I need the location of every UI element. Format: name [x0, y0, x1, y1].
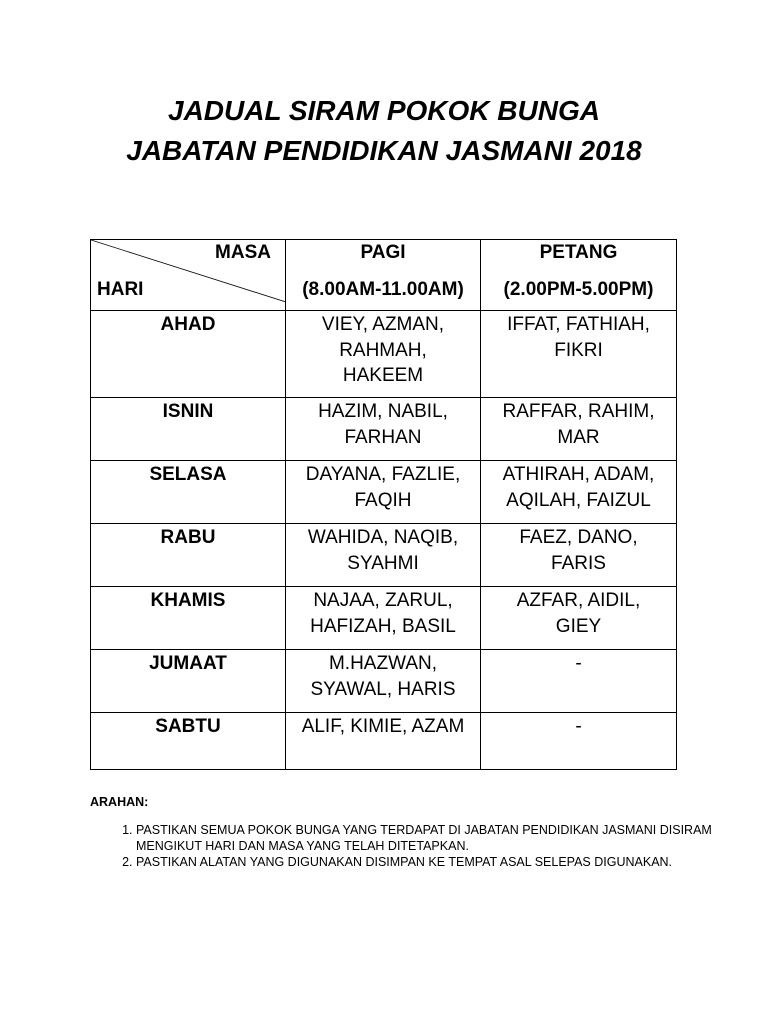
name-line: ALIF, KIMIE, AZAM [301, 716, 465, 737]
day-cell [91, 398, 286, 461]
pagi-names-cell [286, 311, 481, 398]
name-line: GIEY [555, 615, 602, 637]
name-line: WAHIDA, NAQIB, [307, 527, 459, 548]
name-line: MAR [557, 426, 600, 448]
petang-names-cell [481, 587, 677, 650]
table-row [91, 650, 677, 713]
document-title-line-1: JADUAL SIRAM POKOK BUNGA [168, 95, 600, 126]
table-header-row [91, 240, 677, 311]
table-row [91, 311, 677, 398]
instructions-heading: ARAHAN: [90, 795, 149, 809]
name-line: NAJAA, ZARUL, [313, 590, 453, 611]
day-cell [91, 713, 286, 770]
day-cell [91, 650, 286, 713]
day-cell [91, 461, 286, 524]
pagi-names-cell [286, 524, 481, 587]
header-pagi-time: (8.00AM-11.00AM) [302, 279, 464, 300]
empty-slot-dash: - [575, 653, 582, 674]
name-line: AZFAR, AIDIL, [516, 590, 641, 611]
day-label: ISNIN [162, 401, 214, 422]
document-title-line-2: JABATAN PENDIDIKAN JASMANI 2018 [126, 135, 642, 166]
header-petang-label: PETANG [539, 242, 618, 263]
header-pagi-label: PAGI [360, 242, 406, 263]
instruction-item: 2. PASTIKAN ALATAN YANG DIGUNAKAN DISIMPAN KE TEMPAT ASAL SELEPAS DIGUNAKAN. [136, 854, 716, 870]
petang-names-cell [481, 713, 677, 770]
instructions-list [90, 822, 716, 870]
table-row [91, 524, 677, 587]
table-row [91, 713, 677, 770]
name-line: FARIS [551, 552, 606, 574]
header-petang-cell [481, 240, 677, 311]
name-line: VIEY, AZMAN, [321, 314, 445, 335]
name-line: DAYANA, FAZLIE, [305, 464, 461, 485]
header-pagi-cell [286, 240, 481, 311]
name-line: M.HAZWAN, [328, 653, 437, 674]
name-line: ATHIRAH, ADAM, [502, 464, 655, 485]
day-label: JUMAAT [149, 653, 227, 674]
watering-schedule-table [90, 239, 677, 770]
name-line: FAEZ, DANO, [519, 527, 638, 548]
petang-names-cell [481, 524, 677, 587]
day-label: AHAD [160, 314, 216, 335]
name-line: HAKEEM [342, 365, 424, 386]
name-line: RAFFAR, RAHIM, [502, 401, 655, 422]
name-line: SYAHMI [347, 552, 419, 574]
name-line: FAQIH [354, 489, 412, 511]
name-line: AQILAH, FAIZUL [506, 489, 651, 511]
petang-names-cell [481, 650, 677, 713]
header-petang-time: (2.00PM-5.00PM) [503, 279, 654, 300]
pagi-names-cell [286, 398, 481, 461]
name-line: FARHAN [344, 426, 422, 448]
empty-slot-dash: - [575, 716, 582, 737]
header-masa-label: MASA [215, 242, 271, 263]
day-cell [91, 524, 286, 587]
pagi-names-cell [286, 461, 481, 524]
name-line: SYAWAL, HARIS [310, 678, 456, 700]
name-line: HAFIZAH, BASIL [310, 615, 456, 637]
name-line: HAZIM, NABIL, [318, 401, 448, 422]
day-label: RABU [160, 527, 216, 548]
day-label: SABTU [155, 716, 221, 737]
pagi-names-cell [286, 650, 481, 713]
table-row [91, 398, 677, 461]
pagi-names-cell [286, 587, 481, 650]
name-line: IFFAT, FATHIAH, [507, 314, 650, 335]
day-cell [91, 587, 286, 650]
petang-names-cell [481, 461, 677, 524]
header-diagonal-cell [91, 240, 286, 311]
day-label: KHAMIS [150, 590, 226, 611]
petang-names-cell [481, 398, 677, 461]
petang-names-cell [481, 311, 677, 398]
header-hari-label: HARI [97, 279, 144, 300]
table-row [91, 461, 677, 524]
instruction-item: 1. PASTIKAN SEMUA POKOK BUNGA YANG TERDAPAT DI JABATAN PENDIDIKAN JASMANI DISIRAM MENGIKUT HARI DAN MASA YANG TELAH DITETAPKAN. [136, 822, 716, 854]
name-line: RAHMAH, [339, 339, 427, 361]
day-label: SELASA [149, 464, 227, 485]
pagi-names-cell [286, 713, 481, 770]
name-line: FIKRI [554, 339, 603, 361]
table-row [91, 587, 677, 650]
day-cell [91, 311, 286, 398]
